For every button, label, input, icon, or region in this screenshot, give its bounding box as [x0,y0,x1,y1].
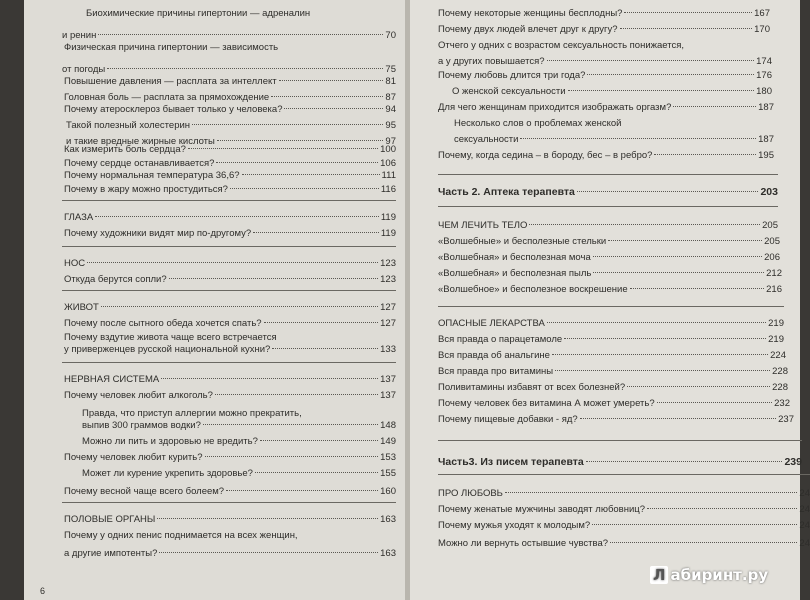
toc-entry [64,92,396,104]
toc-entry [438,350,786,362]
toc-entry-page: 180 [756,86,772,97]
toc-entry-title: ЖИВОТ [64,302,99,313]
toc-entry [64,486,396,498]
toc-leader-dots [627,386,770,387]
toc-leader-dots [161,378,378,379]
toc-entry-title: Почему весной чаще всего болеем? [64,486,225,497]
toc-entry-page: 187 [758,102,774,113]
toc-leader-dots [159,552,378,553]
toc-entry-title: Головная боль — расплата за прямохождение [64,92,270,103]
toc-leader-dots [255,472,378,473]
toc-entry [64,158,396,170]
toc-leader-dots [520,138,756,139]
toc-entry [82,420,396,432]
toc-leader-dots [230,188,379,189]
toc-entry-title: Вся правда об анальгине [438,350,550,361]
toc-entry [64,514,396,526]
toc-entry-page: 106 [380,158,396,169]
toc-entry-title: и ренин [62,30,97,41]
toc-entry-title: «Волшебное» и бесполезное воскрешение [438,284,628,295]
toc-entry-title: Почему человек любит алкоголь? [64,390,213,401]
toc-leader-dots [260,440,378,441]
toc-entry-page: 216 [766,284,782,295]
toc-entry-page: 95 [385,120,396,131]
toc-leader-dots [272,348,378,349]
toc-entry-title: Правда, что приступ аллергии можно прекратить, [82,408,302,419]
toc-leader-dots [157,518,378,519]
toc-entry-page: 167 [754,8,770,19]
toc-entry-page: 116 [380,184,396,195]
toc-leader-dots [279,80,384,81]
toc-entry-title: ЧЕМ ЛЕЧИТЬ ТЕЛО [438,220,528,231]
toc-entry-title: НЕРВНАЯ СИСТЕМА [64,374,160,385]
toc-entry-title: Повышение давления — расплата за интеллект [64,76,277,87]
toc-entry-page: 203 [760,186,778,198]
toc-entry-title: Почему двух людей влечет друг к другу? [438,24,618,35]
toc-entry-title: Можно ли пить и здоровью не вредить? [82,436,258,447]
toc-entry-title: Для чего женщинам приходится изображать оргазм? [438,102,672,113]
toc-leader-dots [205,456,379,457]
toc-entry-page: 75 [385,64,396,75]
toc-entry-title: Почему у одних пенис поднимается на всех женщин, [64,530,298,541]
toc-entry-page: 187 [758,134,774,145]
toc-entry-title: О женской сексуальности [452,86,566,97]
toc-entry-title: Можно ли вернуть остывшие чувства? [438,538,609,549]
toc-entry [64,170,396,182]
right-page [410,0,810,600]
toc-entry-page: 119 [380,212,396,223]
page-number: 6 [40,586,46,596]
toc-entry [64,302,396,314]
toc-leader-dots [577,191,759,192]
toc-entry-page: 137 [380,390,396,401]
toc-entry-page: 155 [380,468,396,479]
toc-entry-page: 111 [381,170,396,181]
toc-entry-page: 219 [768,334,784,345]
labirint-logo-mark: Л [650,566,668,584]
toc-entry [438,318,784,330]
toc-entry [64,452,396,464]
toc-entry [452,86,772,98]
toc-entry-title: Часть 2. Аптека терапевта [438,186,575,198]
toc-leader-dots [586,461,783,462]
toc-leader-dots [647,508,797,509]
toc-entry [438,268,782,280]
toc-entry-page: 160 [380,486,396,497]
toc-entry-page: 206 [764,252,780,263]
toc-entry [438,488,810,500]
section-divider [62,362,396,363]
toc-entry-title: Поливитамины избавят от всех болезней? [438,382,626,393]
toc-entry [82,436,396,448]
labirint-watermark [650,566,768,584]
toc-entry-title: ПРО ЛЮБОВЬ [438,488,503,499]
toc-entry-title: Почему сердце останавливается? [64,158,215,169]
toc-entry-title: Почему пищевые добавки - яд? [438,414,578,425]
toc-entry-page: 232 [774,398,790,409]
toc-entry-page: 163 [380,548,396,559]
toc-leader-dots [673,106,756,107]
toc-leader-dots [610,542,797,543]
toc-entry-title: Может ли курение укрепить здоровье? [82,468,253,479]
toc-entry-title: «Волшебная» и бесполезная моча [438,252,591,263]
toc-entry-page: 119 [380,228,396,239]
toc-leader-dots [226,490,378,491]
toc-entry-title: Почему некоторые женщины бесплодны? [438,8,623,19]
toc-entry-title: Как измерить боль сердца? [64,144,186,155]
toc-entry-page: 127 [380,318,396,329]
toc-entry [66,120,396,132]
toc-leader-dots [215,394,378,395]
toc-leader-dots [505,492,798,493]
toc-entry-title: выпив 300 граммов водки? [82,420,201,431]
toc-entry-title: Вся правда про витамины [438,366,554,377]
toc-entry-title: «Волшебные» и бесполезные стельки [438,236,607,247]
toc-entry-page: 133 [380,344,396,355]
toc-leader-dots [192,124,383,125]
toc-entry [438,520,810,532]
toc-entry-title: ГЛАЗА [64,212,94,223]
toc-leader-dots [529,224,760,225]
toc-entry-page: 228 [772,382,788,393]
toc-entry [438,220,778,232]
toc-entry [438,366,788,378]
toc-leader-dots [547,322,766,323]
toc-entry [62,30,396,42]
toc-entry-page: 137 [380,374,396,385]
toc-entry-title: Почему в жару можно простудиться? [64,184,228,195]
toc-entry-page: 176 [756,70,772,81]
toc-entry-page: 70 [385,30,396,41]
toc-entry-page: 123 [380,258,396,269]
toc-entry-page: 228 [772,366,788,377]
toc-entry-title: Почему нормальная температура 36,6? [64,170,240,181]
toc-entry [64,258,396,270]
section-divider [438,174,778,175]
toc-entry-page: 153 [380,452,396,463]
toc-entry [64,548,396,560]
toc-entry-title: Почему вздутие живота чаще всего встречается [64,332,277,343]
toc-entry [82,468,396,480]
toc-entry-title: Несколько слов о проблемах женской [454,118,622,129]
toc-entry-title: а у других повышается? [438,56,545,67]
toc-entry [438,102,774,114]
toc-entry-page: 94 [385,104,396,115]
section-divider [438,440,802,441]
toc-entry-page: 24 [799,504,810,515]
toc-entry [64,212,396,224]
toc-entry-page: 205 [764,236,780,247]
toc-entry-page: 195 [758,150,774,161]
toc-entry-page: 24 [799,538,810,549]
toc-leader-dots [203,424,378,425]
toc-entry-page: 97 [385,136,396,147]
toc-entry-title: Физическая причина гипертонии — зависимость [64,42,279,53]
labirint-watermark-text: абиринт.ру [670,566,769,584]
toc-entry-title: Почему человек любит курить? [64,452,203,463]
toc-entry [438,504,810,516]
toc-entry-title: ОПАСНЫЕ ЛЕКАРСТВА [438,318,545,329]
toc-leader-dots [564,338,766,339]
toc-entry [64,530,396,542]
toc-entry-title: Почему, когда седина – в бороду, бес – в ребро? [438,150,653,161]
toc-leader-dots [547,60,755,61]
toc-entry [64,332,396,344]
toc-entry [438,8,770,20]
toc-entry [438,56,772,68]
toc-entry [64,374,396,386]
toc-leader-dots [217,140,384,141]
toc-entry-title: Почему женатые мужчины заводят любовниц? [438,504,645,515]
toc-entry [438,284,782,296]
toc-leader-dots [87,262,378,263]
toc-entry-title: Отчего у одних с возрастом сексуальность понижается, [438,40,685,51]
toc-entry-page: 87 [385,92,396,103]
toc-leader-dots [169,278,378,279]
toc-entry-title: НОС [64,258,86,269]
toc-entry [64,42,396,54]
toc-leader-dots [107,68,383,69]
toc-leader-dots [630,288,765,289]
toc-leader-dots [593,256,762,257]
toc-entry-page: 237 [778,414,794,425]
toc-entry [454,118,774,130]
toc-leader-dots [657,402,773,403]
toc-entry-page: 24 [799,520,810,531]
toc-leader-dots [253,232,379,233]
toc-leader-dots [624,12,752,13]
toc-leader-dots [593,272,764,273]
toc-entry-page: 163 [380,514,396,525]
toc-entry-title: Почему атеросклероз бывает только у человека? [64,104,283,115]
toc-leader-dots [654,154,756,155]
toc-entry-page: 219 [768,318,784,329]
toc-leader-dots [555,370,770,371]
toc-entry-title: Почему художники видят мир по-другому? [64,228,252,239]
toc-leader-dots [580,418,776,419]
toc-entry-title: от погоды [62,64,106,75]
toc-entry [64,318,396,330]
toc-entry-page: 24 [799,488,810,499]
toc-entry [438,382,788,394]
toc-entry-title: Почему любовь длится три года? [438,70,586,81]
toc-entry-page: 239 [784,456,802,468]
section-divider [62,502,396,503]
toc-entry-title: а другие импотенты? [64,548,158,559]
toc-leader-dots [608,240,762,241]
toc-entry [438,456,802,468]
toc-entry [64,344,396,356]
toc-leader-dots [552,354,768,355]
toc-entry-page: 149 [380,436,396,447]
toc-entry [64,184,396,196]
toc-entry [438,24,770,36]
toc-entry [438,334,784,346]
section-divider [62,200,396,201]
toc-entry-page: 100 [380,144,396,155]
toc-entry-title: сексуальности [454,134,519,145]
toc-entry-page: 81 [385,76,396,87]
toc-entry-title: Такой полезный холестерин [66,120,191,131]
toc-leader-dots [264,322,379,323]
toc-leader-dots [242,174,380,175]
toc-entry [454,134,774,146]
toc-entry-page: 224 [770,350,786,361]
toc-entry [62,64,396,76]
toc-entry-title: Откуда берутся сопли? [64,274,167,285]
section-divider [62,290,396,291]
toc-entry-title: Почему мужья уходят к молодым? [438,520,591,531]
toc-entry-title: «Волшебная» и бесполезная пыль [438,268,592,279]
toc-entry-title: и такие вредные жирные кислоты [66,136,215,147]
toc-entry-title: ПОЛОВЫЕ ОРГАНЫ [64,514,156,525]
toc-entry-title: Часть3. Из писем терапевта [438,456,584,468]
toc-leader-dots [188,148,378,149]
toc-entry-page: 127 [380,302,396,313]
toc-entry [82,408,396,420]
toc-entry [64,76,396,88]
toc-entry-page: 174 [756,56,772,67]
toc-leader-dots [216,162,378,163]
toc-leader-dots [101,306,378,307]
toc-entry-page: 123 [380,274,396,285]
toc-entry [438,186,778,198]
toc-entry [438,398,790,410]
section-divider [62,246,396,247]
toc-leader-dots [620,28,753,29]
toc-entry [438,538,810,550]
toc-entry [438,252,780,264]
toc-leader-dots [271,96,383,97]
toc-entry [64,144,396,156]
toc-entry-title: у приверженцев русской национальной кухни? [64,344,271,355]
section-divider [438,306,784,307]
toc-entry [64,104,396,116]
toc-entry-title: Почему человек без витамина А может умереть? [438,398,655,409]
toc-entry [438,236,780,248]
toc-entry [438,40,772,52]
toc-leader-dots [284,108,383,109]
toc-entry [438,150,774,162]
left-page [24,0,406,600]
toc-leader-dots [568,90,755,91]
toc-leader-dots [587,74,754,75]
toc-entry-title: Вся правда о парацетамоле [438,334,563,345]
toc-entry-title: Почему после сытного обеда хочется спать? [64,318,262,329]
toc-leader-dots [95,216,379,217]
toc-entry [438,70,772,82]
toc-entry [64,390,396,402]
toc-entry [86,8,396,20]
toc-entry-page: 212 [766,268,782,279]
toc-entry-page: 148 [380,420,396,431]
section-divider [438,474,810,475]
toc-entry-title: Биохимические причины гипертонии — адреналин [86,8,311,19]
toc-entry-page: 170 [754,24,770,35]
section-divider [438,206,778,207]
toc-entry [64,274,396,286]
toc-entry [438,414,794,426]
toc-leader-dots [98,34,383,35]
toc-entry-page: 205 [762,220,778,231]
toc-leader-dots [592,524,797,525]
toc-entry [64,228,396,240]
